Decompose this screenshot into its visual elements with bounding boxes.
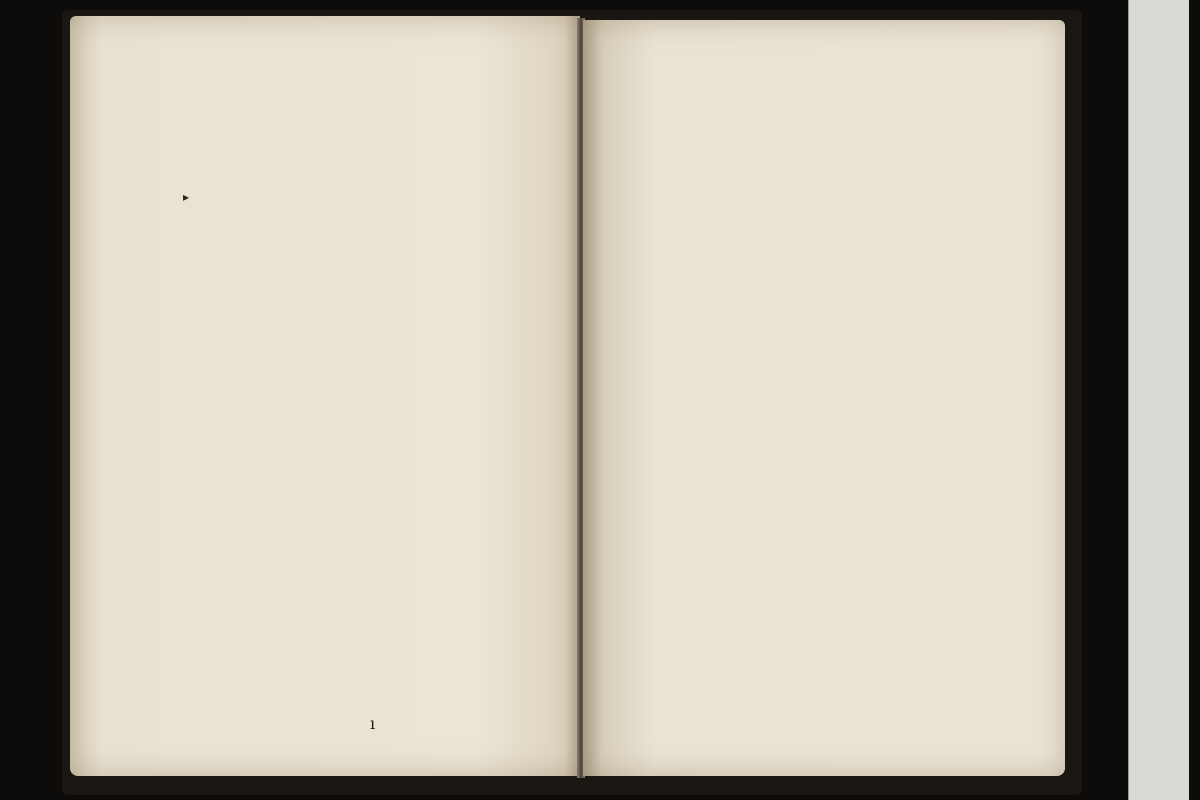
right-page	[583, 20, 1065, 776]
margin-mark: ▸	[183, 190, 190, 204]
measurement-ruler	[1128, 0, 1189, 800]
left-page	[70, 16, 580, 776]
signature-tick: ı	[370, 714, 376, 733]
